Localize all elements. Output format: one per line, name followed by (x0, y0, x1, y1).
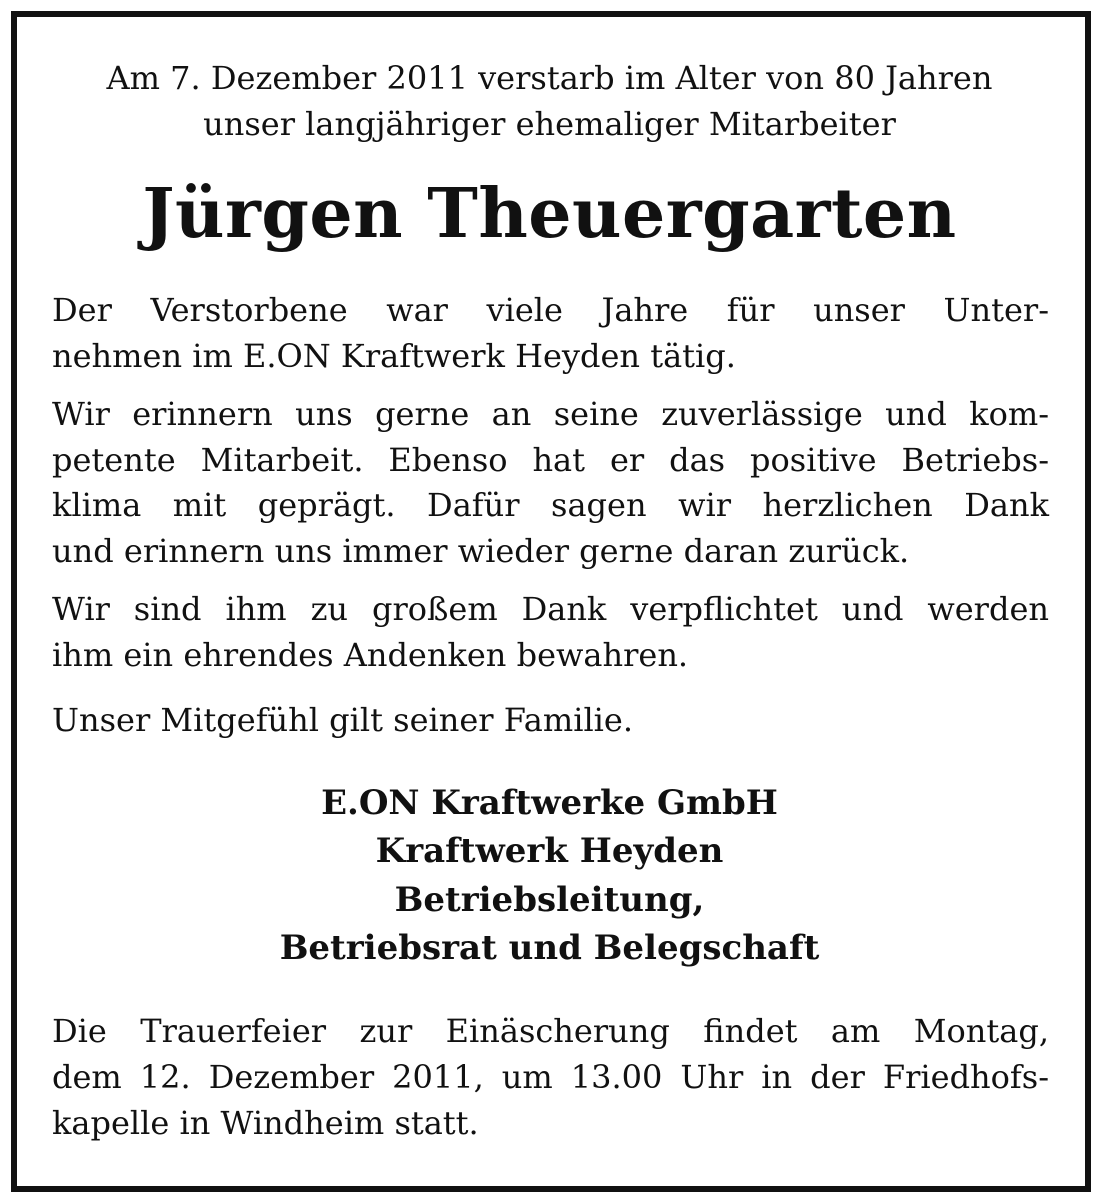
paragraph-2-line-4: und erinnern uns immer wieder gerne daran zurück. (52, 532, 910, 570)
paragraph-1-line-1: Der Verstorbene war viele Jahre für unser Unter- (52, 291, 1049, 329)
paragraph-2-line-1: Wir erinnern uns gerne an seine zuverlässige und kom- (52, 395, 1049, 433)
signature-staff: Betriebsrat und Belegschaft (279, 928, 820, 968)
funeral-line-2: dem 12. Dezember 2011, um 13.00 Uhr in der Friedhofs- (52, 1058, 1049, 1096)
intro-line-1: Am 7. Dezember 2011 verstarb im Alter von 80 Jahren (106, 59, 993, 97)
signature-company: E.ON Kraftwerke GmbH (321, 783, 778, 823)
paragraph-2-line-2: petente Mitarbeit. Ebenso hat er das positive Betriebs- (52, 441, 1049, 479)
intro-line-2: unser langjähriger ehemaliger Mitarbeiter (203, 105, 896, 143)
deceased-name: Jürgen Theuergarten (142, 174, 957, 254)
paragraph-1-line-2: nehmen im E.ON Kraftwerk Heyden tätig. (52, 337, 736, 375)
paragraph-2-line-3: klima mit geprägt. Dafür sagen wir herzlichen Dank (52, 486, 1049, 524)
signature-management: Betriebsleitung, (394, 880, 705, 920)
funeral-line-1: Die Trauerfeier zur Einäscherung findet am Montag, (52, 1012, 1049, 1050)
paragraph-4-line-1: Unser Mitgefühl gilt seiner Familie. (52, 701, 634, 739)
paragraph-3-line-2: ihm ein ehrendes Andenken bewahren. (52, 636, 689, 674)
paragraph-3-line-1: Wir sind ihm zu großem Dank verpflichtet und werden (52, 590, 1049, 628)
funeral-line-3: kapelle in Windheim statt. (52, 1104, 479, 1142)
signature-plant: Kraftwerk Heyden (375, 831, 724, 871)
